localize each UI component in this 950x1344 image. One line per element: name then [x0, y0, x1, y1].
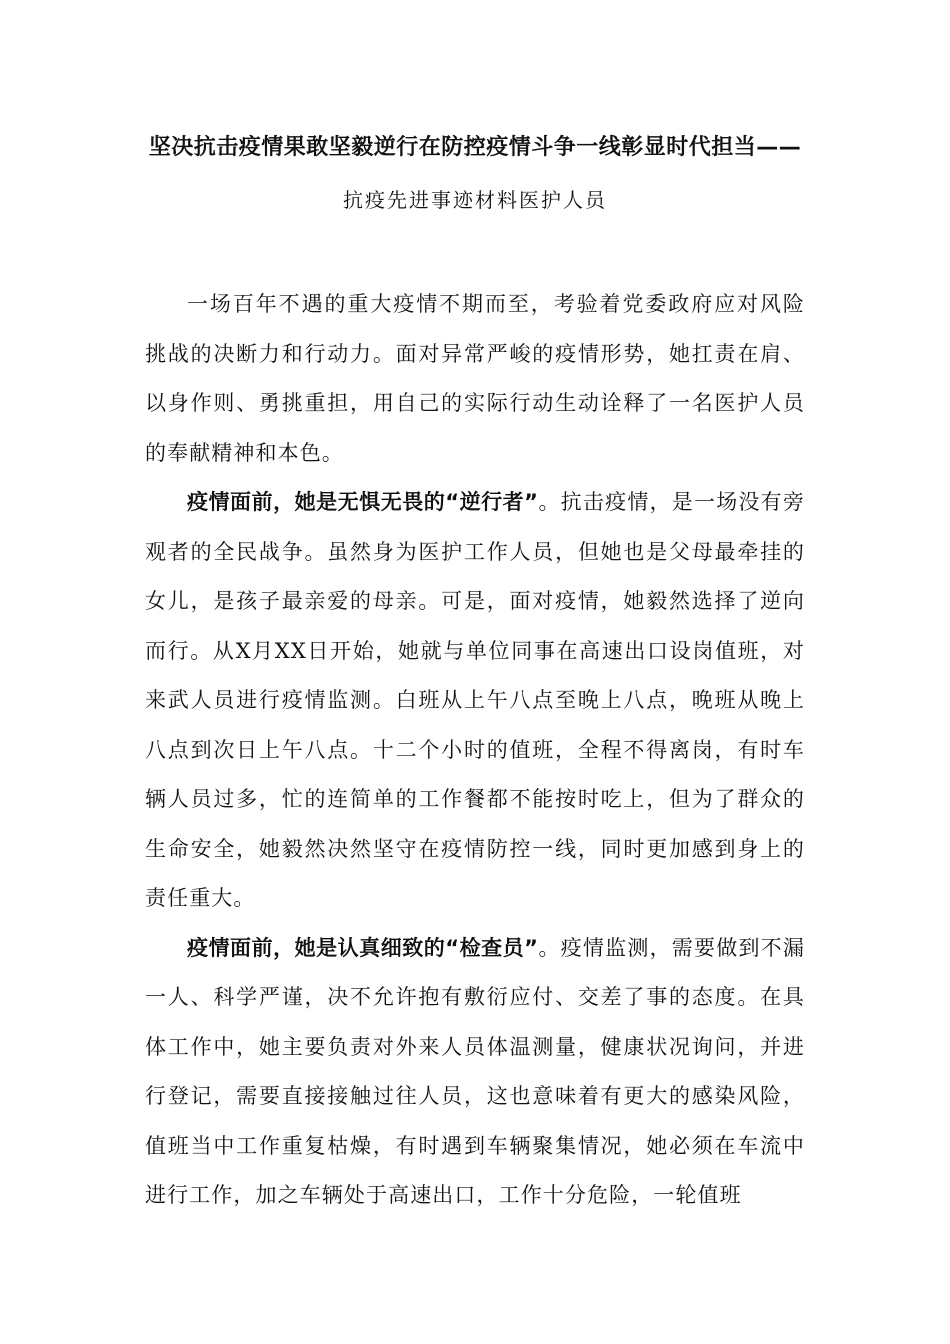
paragraph-text: 一场百年不遇的重大疫情不期而至，考验着党委政府应对风险挑战的决断力和行动力。面对异常严峻的疫情形势，她扛责在肩、以身作则、勇挑重担，用自己的实际行动生动诠释了一名医护人员的奉献精神和本色。 — [145, 292, 805, 465]
document-body — [145, 280, 805, 1221]
paragraph-lead-heading: 疫情面前，她是无惧无畏的“逆行者” — [187, 490, 539, 514]
paragraph-intro — [145, 280, 805, 478]
paragraph-text: 。疫情监测，需要做到不漏一人、科学严谨，决不允许抱有敷衍应付、交差了事的态度。在具体工作中，她主要负责对外来人员体温测量，健康状况询问，并进行登记，需要直接接触过往人员，这也意味着有更大的感染风险，值班当中工作重复枯燥，有时遇到车辆聚集情况，她必须在车流中进行工作，加之车辆处于高速出口，工作十分危险，一轮值班 — [145, 935, 805, 1207]
document-subtitle: 抗疫先进事迹材料医护人员 — [343, 188, 607, 212]
document-title: 坚决抗击疫情果敢坚毅逆行在防控疫情斗争一线彰显时代担当—— — [148, 135, 802, 160]
paragraph-text: 。抗击疫情，是一场没有旁观者的全民战争。虽然身为医护工作人员，但她也是父母最牵挂的女儿，是孩子最亲爱的母亲。可是，面对疫情，她毅然选择了逆向而行。从X月XX日开始，她就与单位同事在高速出口设岗值班，对来武人员进行疫情监测。白班从上午八点至晚上八点，晚班从晚上八点到次日上午八点。十二个小时的值班，全程不得离岗，有时车辆人员过多，忙的连简单的工作餐都不能按时吃上，但为了群众的生命安全，她毅然决然坚守在疫情防控一线，同时更加感到身上的责任重大。 — [145, 490, 805, 910]
paragraph-lead-heading: 疫情面前，她是认真细致的“检查员” — [187, 935, 539, 960]
paragraph-retrograde — [145, 478, 805, 924]
paragraph-inspector — [145, 924, 805, 1221]
